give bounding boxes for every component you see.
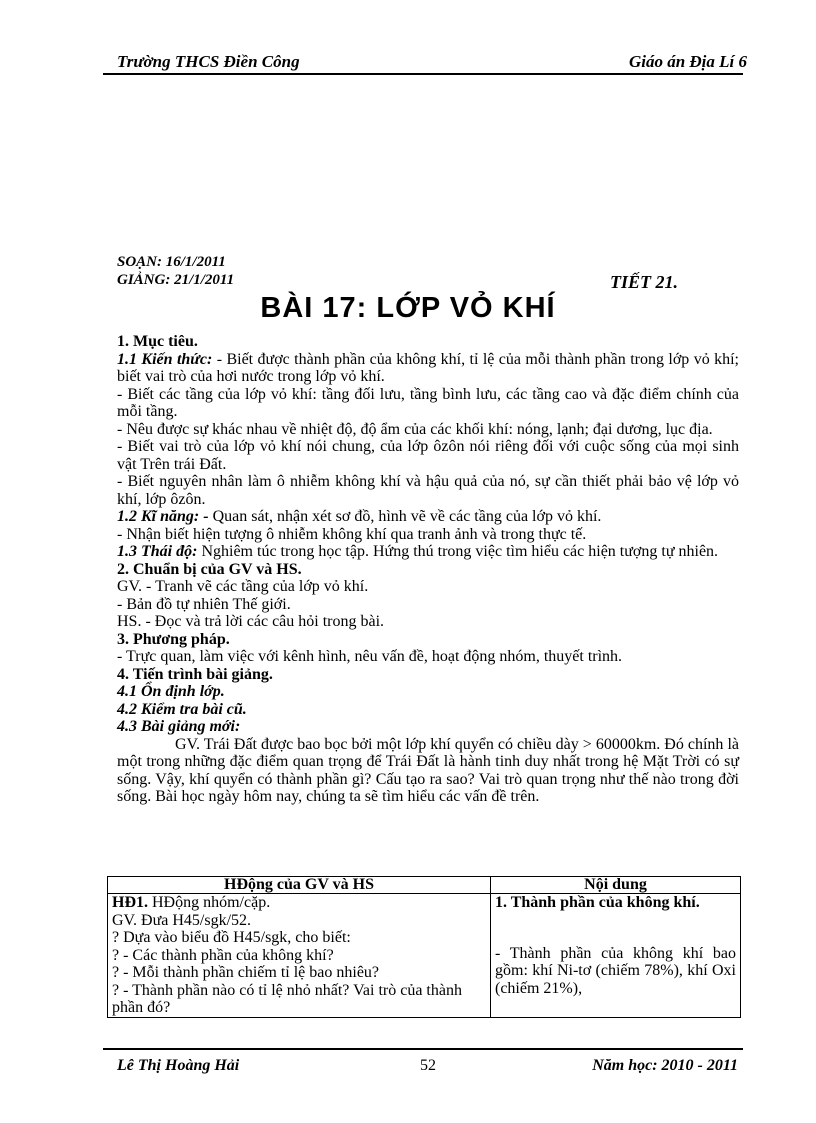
section-1-3-text: Nghiêm túc trong học tập. Hứng thú trong việc tìm hiểu các hiện tượng tự nhiên.	[197, 543, 719, 560]
section-4-1: 4.1 Ổn định lớp.	[117, 683, 225, 700]
table-cell-activity	[108, 894, 491, 1018]
section-4-heading: 4. Tiến trình bài giảng.	[117, 665, 273, 683]
section-1-1-bullet: - Biết vai trò của lớp vỏ khí nói chung, của lớp ôzôn nói riêng đối với cuộc sống của mọi sinh vật Trên trái Đất.	[117, 438, 739, 473]
section-4-2: 4.2 Kiểm tra bài cũ.	[117, 700, 247, 718]
section-1-3-label: 1.3 Thái độ:	[117, 543, 198, 560]
content-spacer	[495, 912, 736, 945]
section-1-heading: 1. Mục tiêu.	[117, 333, 198, 350]
lesson-title: BÀI 17: LỚP VỎ KHÍ	[260, 292, 556, 324]
section-1-1-bullet: - Nêu được sự khác nhau về nhiệt độ, độ ẩm của các khối khí: nóng, lạnh; đại dương, lục địa.	[117, 420, 713, 438]
tiet-number: TIẾT 21.	[610, 272, 679, 292]
activity-line: ? - Các thành phần của không khí?	[112, 946, 334, 964]
footer-page-number: 52	[420, 1057, 436, 1074]
section-1-1	[117, 351, 739, 386]
section-1-1-bullet: - Biết nguyên nhân làm ô nhiễm không khí và hậu quả của nó, sự cần thiết phải bảo vệ lớp vỏ khí, lớp ôzôn.	[117, 473, 739, 508]
section-2-line: GV. - Tranh vẽ các tầng của lớp vỏ khí.	[117, 578, 369, 595]
lesson-body	[117, 333, 739, 806]
section-1-1-text: - Biết được thành phần của không khí, tỉ lệ của mỗi thành phần trong lớp vỏ khí; biết vai trò của hơi nước trong lớp vỏ khí.	[117, 350, 739, 385]
section-1-3	[117, 543, 739, 561]
content-text: - Thành phần của không khí bao gồm: khí Ni-tơ (chiếm 78%), khí Oxi (chiếm 21%),	[495, 944, 736, 997]
section-1-2-bullet: - Nhận biết hiện tượng ô nhiễm không khí qua tranh ảnh và trong thực tế.	[117, 525, 587, 543]
activity-title: HĐộng nhóm/cặp.	[148, 894, 271, 911]
table-cell-content	[491, 894, 741, 1018]
section-1-2-text: Quan sát, nhận xét sơ đồ, hình vẽ về các tầng của lớp vỏ khí.	[208, 508, 602, 525]
footer-year: Năm học: 2010 - 2011	[592, 1057, 738, 1074]
section-2-heading: 2. Chuẩn bị của GV và HS.	[117, 560, 302, 578]
section-4-3: 4.3 Bài giảng mới:	[117, 718, 241, 735]
section-2-line: - Bản đồ tự nhiên Thế giới.	[117, 595, 291, 613]
section-1-1-label: 1.1 Kiến thức:	[117, 350, 213, 368]
table-header-activity: HĐộng của GV và HS	[108, 877, 491, 894]
activity-line: ? Dựa vào biểu đồ H45/sgk, cho biết:	[112, 929, 351, 946]
table-row	[108, 894, 741, 1018]
section-1-1-bullet: - Biết các tầng của lớp vỏ khí: tầng đối lưu, tầng bình lưu, các tầng cao và đặc điểm chính của mỗi tầng.	[117, 385, 739, 420]
section-3-line: - Trực quan, làm việc với kênh hình, nêu vấn đề, hoạt động nhóm, thuyết trình.	[117, 648, 623, 665]
footer-rule	[103, 1048, 743, 1050]
section-1-2-label: 1.2 Kĩ năng: -	[117, 508, 209, 525]
header-subject: Giáo án Địa Lí 6	[628, 52, 747, 71]
section-2-line: HS. - Đọc và trả lời các câu hỏi trong bài.	[117, 613, 385, 630]
content-heading: 1. Thành phần của không khí.	[495, 894, 700, 911]
activity-table	[107, 876, 741, 1018]
activity-line: ? - Thành phần nào có tỉ lệ nhỏ nhất? Vai trò của thành phần đó?	[112, 981, 462, 1016]
table-header-content: Nội dung	[491, 877, 741, 894]
intro-paragraph: GV. Trái Đất được bao bọc bởi một lớp khí quyển có chiều dày > 60000km. Đó chính là một trong những đặc điểm quan trọng để Trái Đất là hành tinh duy nhất trong hệ Mặt Trời có sự sống. Vậy, khí quyển có thành phần gì? Cấu tạo ra sao? Vai trò quan trọng như thế nào trong đời sống. Bài học ngày hôm nay, chúng ta sẽ tìm hiểu các vấn đề trên.	[117, 735, 739, 805]
activity-line	[112, 894, 486, 912]
table-header-row	[108, 877, 741, 894]
giang-date: GIẢNG: 21/1/2011	[117, 272, 235, 288]
section-1-2	[117, 508, 739, 526]
activity-label: HĐ1.	[112, 894, 148, 911]
activity-line: GV. Đưa H45/sgk/52.	[112, 911, 252, 929]
header-school: Trường THCS Điền Công	[117, 52, 300, 71]
header-rule	[103, 73, 743, 75]
section-3-heading: 3. Phương pháp.	[117, 630, 230, 648]
soan-date: SOẠN: 16/1/2011	[117, 254, 226, 270]
activity-line: ? - Mỗi thành phần chiếm tỉ lệ bao nhiêu?	[112, 964, 380, 981]
footer-author: Lê Thị Hoàng Hải	[117, 1057, 240, 1074]
